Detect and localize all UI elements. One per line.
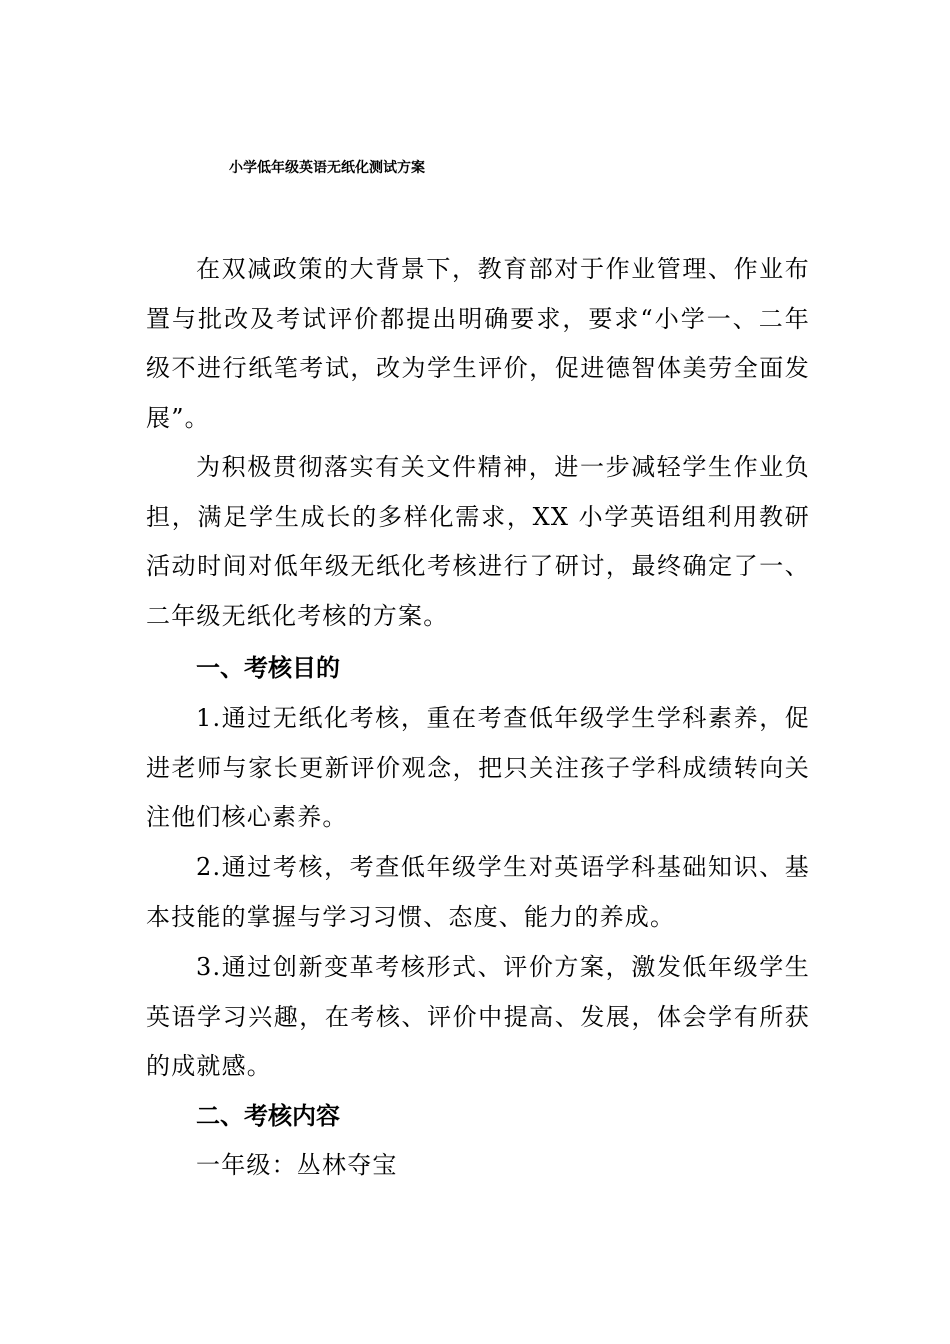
intro-paragraph-1: 在双减政策的大背景下，教育部对于作业管理、作业布置与批改及考试评价都提出明确要求，要求“小学一、二年级不进行纸笔考试，改为学生评价，促进德智体美劳全面发展”。: [146, 255, 810, 432]
section-1-item-3: 3.通过创新变革考核形式、评价方案，激发低年级学生英语学习兴趣，在考核、评价中提高、发展，体会学有所获的成就感。: [146, 953, 810, 1080]
section-1-item-2: 2.通过考核，考查低年级学生对英语学科基础知识、基本技能的掌握与学习习惯、态度、能力的养成。: [146, 853, 810, 931]
section-2-heading: 二、考核内容: [196, 1102, 340, 1130]
document-title: 小学低年级英语无纸化测试方案: [229, 160, 425, 176]
grade-1-line: 一年级：丛林夺宝: [196, 1151, 398, 1179]
section-1-heading: 一、考核目的: [196, 654, 340, 682]
intro-paragraph-2: 为积极贯彻落实有关文件精神，进一步减轻学生作业负担，满足学生成长的多样化需求，XX 小学英语组利用教研活动时间对低年级无纸化考核进行了研讨，最终确定了一、二年级无纸化考核的方案。: [146, 453, 810, 630]
section-1-item-1: 1.通过无纸化考核，重在考查低年级学生学科素养，促进老师与家长更新评价观念，把只关注孩子学科成绩转向关注他们核心素养。: [146, 704, 810, 831]
